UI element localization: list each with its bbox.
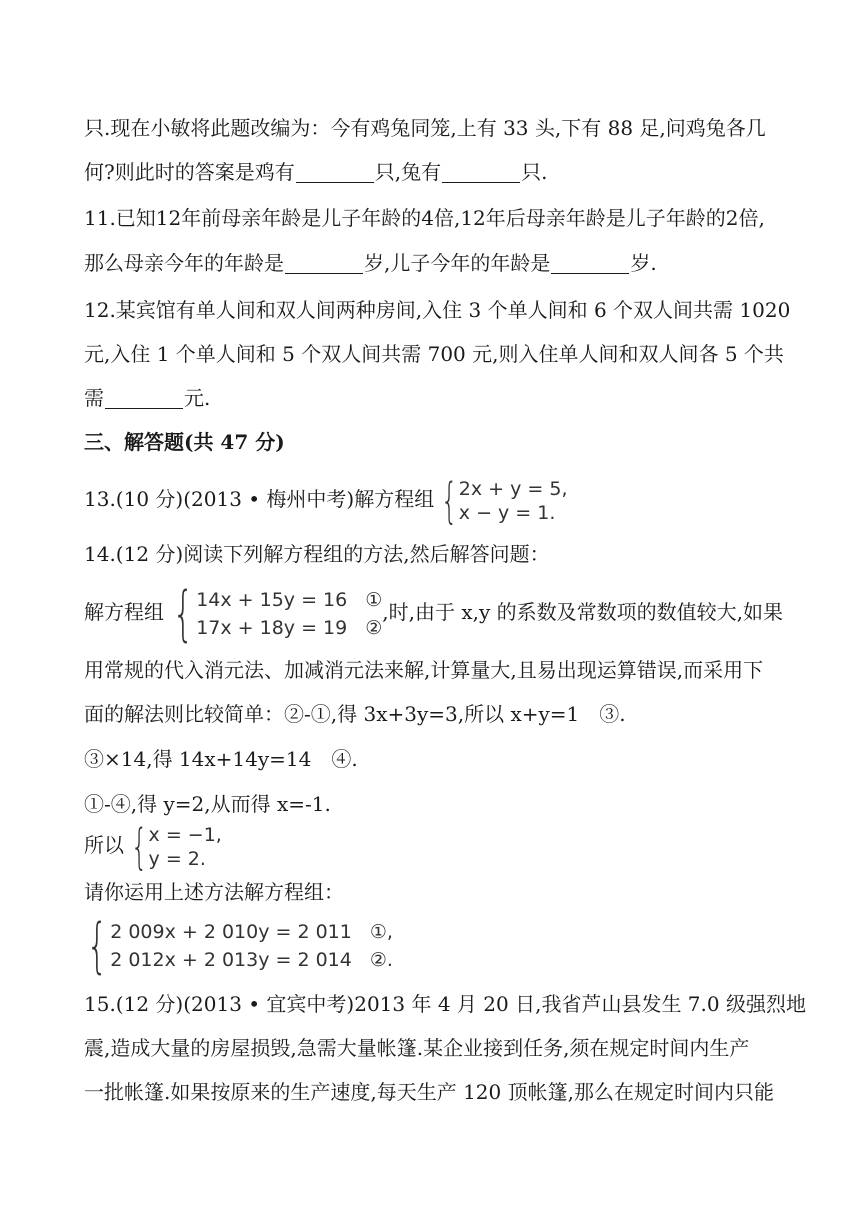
q10-line-1: 只.现在小敏将此题改编为：今有鸡兔同笼,上有 33 头,下有 88 足,问鸡兔各几 — [84, 116, 766, 140]
q14-result-line — [84, 818, 784, 875]
q11-text-a: 那么母亲今年的年龄是 — [84, 251, 284, 275]
q15-line-1: 15.(12 分)(2013 • 宜宾中考)2013 年 4 月 20 日,我省芦山县发生 7.0 级强烈地 — [84, 992, 806, 1016]
section-heading: 三、解答题(共 47 分) — [84, 430, 285, 454]
answer-blank-mother-age[interactable] — [285, 251, 363, 274]
q10-text-c: 只. — [521, 160, 548, 184]
q14-task-eq2: 2 012x + 2 013y = 2 014 — [110, 948, 352, 971]
brace-icon: { — [86, 910, 108, 981]
q11-line-1: 11.已知12年前母亲年龄是儿子年龄的4倍,12年后母亲年龄是儿子年龄的2倍, — [84, 206, 765, 230]
q14-equation-system — [164, 578, 383, 649]
q14-so-eq1: x = −1, — [148, 823, 222, 846]
q12-line-2: 元,入住 1 个单人间和 5 个双人间共需 700 元,则入住单人间和双人间各 5 个共 — [84, 342, 784, 366]
q14-line-4: ③×14,得 14x+14y=14 ④. — [84, 747, 358, 771]
q10-line-2 — [84, 158, 784, 186]
q11-line-2 — [84, 249, 784, 277]
q14-eq1-mark: ① — [365, 588, 383, 611]
q13-line — [84, 472, 784, 529]
q12-text-b: 元. — [184, 386, 211, 410]
q15-line-3: 一批帐篷.如果按原来的生产速度,每天生产 120 顶帐篷,那么在规定时间内只能 — [84, 1080, 774, 1104]
q14-prefix: 解方程组 — [84, 600, 164, 624]
brace-icon: { — [130, 818, 148, 875]
q10-text-a: 何?则此时的答案是鸡有 — [84, 160, 295, 184]
q15-line-2: 震,造成大量的房屋损毁,急需大量帐篷.某企业接到任务,须在规定时间内生产 — [84, 1036, 750, 1060]
q11-text-b: 岁,儿子今年的年龄是 — [364, 251, 551, 275]
q14-line-1 — [84, 578, 784, 649]
q14-task-system-line — [78, 910, 778, 981]
brace-icon: { — [441, 472, 458, 529]
q14-task-system — [78, 910, 393, 981]
q12-text-a: 需 — [84, 386, 104, 410]
q14-task-eq1: 2 009x + 2 010y = 2 011 — [110, 920, 352, 943]
answer-blank-son-age[interactable] — [551, 251, 629, 274]
q14-task-eq1-mark: ①, — [369, 920, 393, 943]
q14-after-system: ,时,由于 x,y 的系数及常数项的数值较大,如果 — [382, 600, 783, 624]
q14-eq1: 14x + 15y = 16 — [196, 588, 348, 611]
q11-text-c: 岁. — [630, 251, 657, 275]
q14-so-eq2: y = 2. — [148, 847, 206, 870]
q14-result-system — [124, 818, 222, 875]
answer-blank-chicken[interactable] — [296, 160, 374, 183]
q14-so-prefix: 所以 — [84, 833, 124, 857]
q10-text-b: 只,兔有 — [374, 160, 442, 184]
brace-icon: { — [172, 578, 194, 649]
q14-task-eq2-mark: ②. — [369, 948, 393, 971]
q14-line-2: 用常规的代入消元法、加减消元法来解,计算量大,且易出现运算错误,而采用下 — [84, 658, 764, 682]
q14-line-3: 面的解法则比较简单：②-①,得 3x+3y=3,所以 x+y=1 ③. — [84, 702, 626, 726]
q14-task: 请你运用上述方法解方程组： — [84, 880, 344, 904]
q12-line-1: 12.某宾馆有单人间和双人间两种房间,入住 3 个单人间和 6 个双人间共需 1020 — [84, 298, 791, 322]
q13-eq2: x − y = 1. — [458, 501, 556, 524]
q12-line-3 — [84, 384, 784, 412]
q14-line-5: ①-④,得 y=2,从而得 x=-1. — [84, 792, 331, 816]
q14-eq2: 17x + 18y = 19 — [196, 616, 348, 639]
q13-equation-system — [434, 472, 568, 529]
answer-blank-total-cost[interactable] — [105, 386, 183, 409]
answer-blank-rabbit[interactable] — [442, 160, 520, 183]
q14-eq2-mark: ② — [365, 616, 383, 639]
q14-intro: 14.(12 分)阅读下列解方程组的方法,然后解答问题： — [84, 542, 550, 566]
q13-eq1: 2x + y = 5, — [458, 477, 568, 500]
q13-prefix: 13.(10 分)(2013 • 梅州中考)解方程组 — [84, 487, 435, 511]
